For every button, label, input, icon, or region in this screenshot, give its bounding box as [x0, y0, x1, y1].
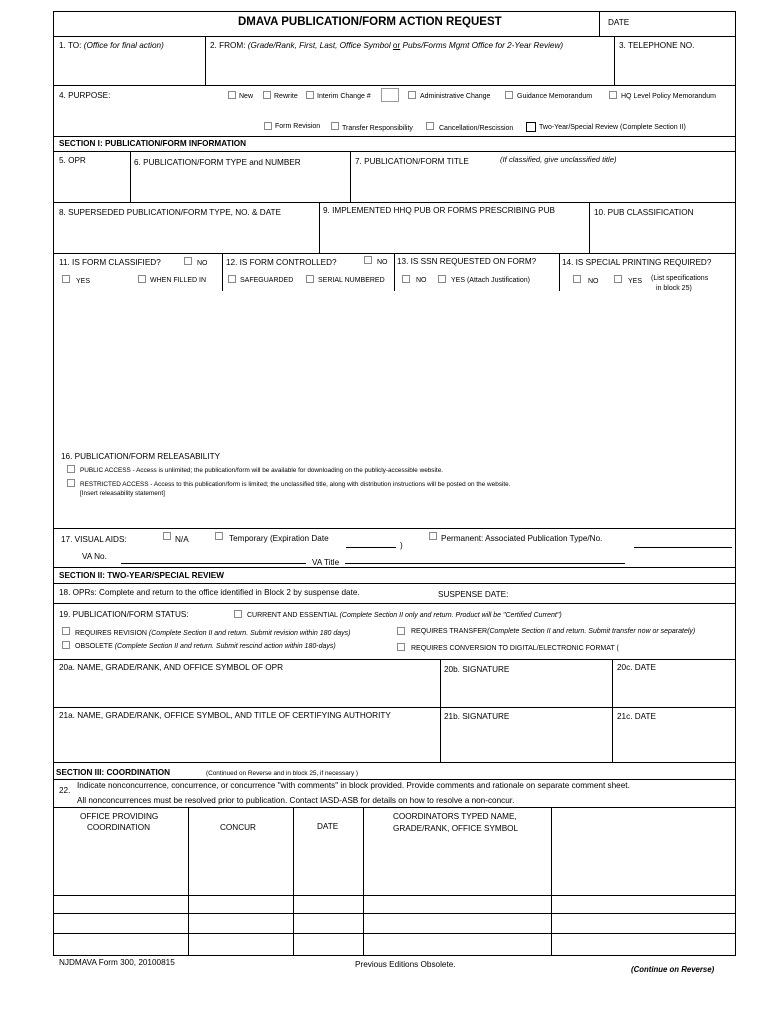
divider	[53, 36, 736, 37]
divider	[559, 253, 560, 291]
guidance-memorandum-checkbox[interactable]	[505, 91, 513, 99]
section1-title: SECTION I: PUBLICATION/FORM INFORMATION	[59, 139, 247, 148]
releasability-statement-field[interactable]	[70, 500, 730, 526]
q12-serial-checkbox[interactable]	[306, 275, 314, 283]
divider	[53, 567, 736, 568]
new-checkbox[interactable]	[228, 91, 236, 99]
q14-yes-checkbox[interactable]	[614, 275, 622, 283]
purpose-label: 4. PURPOSE:	[59, 91, 111, 100]
q13-label: 13. IS SSN REQUESTED ON FORM?	[397, 257, 537, 266]
q22-line1: Indicate nonconcurrence, concurrence, or concurrence "with comments" in block provided. Provide comments and rationale on separate comment sheet.	[77, 781, 630, 790]
hq-policy-label: HQ Level Policy Memorandum	[621, 93, 716, 100]
q12-safeguarded-label: SAFEGUARDED	[240, 277, 294, 284]
divider	[53, 528, 736, 529]
q11-when-filled-label: WHEN FILLED IN	[150, 277, 207, 284]
requires-revision-checkbox[interactable]	[62, 627, 70, 635]
divider	[53, 779, 736, 780]
section3-title: SECTION III: COORDINATION	[56, 768, 171, 777]
q20b-label: 20b. SIGNATURE	[444, 665, 510, 674]
q19-label: 19. PUBLICATION/FORM STATUS:	[59, 610, 189, 619]
divider	[53, 202, 736, 203]
superseded-label: 8. SUPERSEDED PUBLICATION/FORM TYPE, NO. & DATE	[59, 208, 282, 217]
pub-title-field[interactable]	[351, 168, 735, 201]
section3-hint: (Continued on Reverse and in block 25, if necessary )	[206, 770, 359, 777]
permanent-label: Permanent: Associated Publication Type/No.	[441, 534, 603, 543]
divider	[53, 762, 736, 763]
new-label: New	[239, 93, 254, 100]
q14-label: 14. IS SPECIAL PRINTING REQUIRED?	[562, 258, 712, 267]
two-year-review-label: Two-Year/Special Review (Complete Section II)	[539, 124, 686, 131]
associated-pub-field[interactable]	[634, 547, 732, 548]
va-no-field[interactable]	[121, 563, 306, 564]
to-label: 1. TO: (Office for final action)	[59, 41, 164, 50]
requires-transfer-label: REQUIRES TRANSFER(Complete Section II and return. Submit transfer now or separately)	[411, 628, 696, 635]
cancellation-checkbox[interactable]	[426, 122, 434, 130]
restricted-access-checkbox[interactable]	[67, 479, 75, 487]
pub-title-hint: (If classified, give unclassified title)	[500, 155, 617, 164]
certifying-date-field[interactable]	[613, 724, 735, 761]
temporary-label: Temporary (Expiration Date	[229, 534, 329, 543]
col-coordinator-1: COORDINATORS TYPED NAME,	[393, 812, 517, 821]
insert-statement-label: [Insert releasability statement]	[80, 490, 165, 497]
visual-aids-na-checkbox[interactable]	[163, 532, 171, 540]
administrative-change-label: Administrative Change	[420, 93, 491, 100]
specifications-area[interactable]	[54, 292, 735, 448]
q13-yes-checkbox[interactable]	[438, 275, 446, 283]
divider	[53, 807, 736, 808]
q12-serial-label: SERIAL NUMBERED	[318, 277, 385, 284]
coordination-table[interactable]	[54, 840, 735, 955]
continue-on-reverse: (Continue on Reverse)	[631, 965, 715, 974]
col-office-1: OFFICE PROVIDING	[80, 812, 159, 821]
divider	[222, 253, 223, 291]
certifying-signature-field[interactable]	[441, 724, 611, 761]
q14-yes-label: YES	[628, 278, 643, 285]
q14-no-checkbox[interactable]	[573, 275, 581, 283]
telephone-label: 3. TELEPHONE NO.	[619, 41, 695, 50]
q21b-label: 21b. SIGNATURE	[444, 712, 510, 721]
opr-label: 5. OPR	[59, 156, 86, 165]
opr-date-field[interactable]	[613, 675, 735, 706]
section2-title: SECTION II: TWO-YEAR/SPECIAL REVIEW	[59, 571, 224, 580]
public-access-label: PUBLIC ACCESS - Access is unlimited; the publication/form will be available for downloading on the publicly-accessible website.	[80, 467, 444, 474]
divider	[53, 659, 736, 660]
q12-no-label: NO	[377, 259, 388, 266]
va-title-label: VA Title	[312, 558, 340, 567]
public-access-checkbox[interactable]	[67, 465, 75, 473]
current-essential-checkbox[interactable]	[234, 610, 242, 618]
opr-field[interactable]	[54, 168, 129, 201]
interim-number-field[interactable]	[381, 88, 399, 102]
interim-change-checkbox[interactable]	[306, 91, 314, 99]
permanent-checkbox[interactable]	[429, 532, 437, 540]
q11-no-label: NO	[197, 260, 208, 267]
col-date: DATE	[317, 822, 339, 831]
form-revision-checkbox[interactable]	[264, 122, 272, 130]
q14-list-spec-2: in block 25)	[656, 285, 692, 292]
from-label: 2. FROM: (Grade/Rank, First, Last, Office Symbol or Pubs/Forms Mgmt Office for 2-Year Review)	[210, 41, 564, 50]
from-field[interactable]	[206, 52, 613, 84]
divider	[53, 603, 736, 604]
suspense-date-field[interactable]	[520, 586, 730, 602]
implemented-label: 9. IMPLEMENTED HHQ PUB OR FORMS PRESCRIBING PUB	[323, 206, 556, 215]
form-title: DMAVA PUBLICATION/FORM ACTION REQUEST	[238, 16, 502, 28]
col-office-2: COORDINATION	[87, 823, 151, 832]
hq-policy-checkbox[interactable]	[609, 91, 617, 99]
pub-title-label: 7. PUBLICATION/FORM TITLE	[355, 157, 469, 166]
q12-no-checkbox[interactable]	[364, 256, 372, 264]
administrative-change-checkbox[interactable]	[408, 91, 416, 99]
va-no-label: VA No.	[82, 552, 107, 561]
type-number-label: 6. PUBLICATION/FORM TYPE and NUMBER	[134, 158, 301, 167]
q20c-label: 20c. DATE	[617, 663, 656, 672]
q21a-label: 21a. NAME, GRADE/RANK, OFFICE SYMBOL, AND TITLE OF CERTIFYING AUTHORITY	[59, 711, 391, 720]
current-essential-label: CURRENT AND ESSENTIAL (Complete Section II only and return. Product will be "Certified Current")	[247, 612, 562, 619]
guidance-memorandum-label: Guidance Memorandum	[517, 93, 593, 100]
divider	[53, 707, 736, 708]
opr-name-field[interactable]	[54, 675, 439, 706]
divider	[53, 85, 736, 86]
requires-transfer-checkbox[interactable]	[397, 627, 405, 635]
q11-yes-checkbox[interactable]	[62, 275, 70, 283]
temporary-checkbox[interactable]	[215, 532, 223, 540]
q11-when-filled-checkbox[interactable]	[138, 275, 146, 283]
q21c-label: 21c. DATE	[617, 712, 656, 721]
releasability-label: 16. PUBLICATION/FORM RELEASABILITY	[61, 452, 221, 461]
q13-no-checkbox[interactable]	[402, 275, 410, 283]
obsolete-label: OBSOLETE (Complete Section II and return. Submit rescind action within 180-days)	[75, 643, 336, 650]
two-year-review-checkbox[interactable]	[526, 122, 536, 132]
pub-classification-field[interactable]	[590, 220, 735, 252]
type-number-field[interactable]	[131, 170, 349, 201]
pub-classification-label: 10. PUB CLASSIFICATION	[594, 208, 694, 217]
implemented-field[interactable]	[320, 218, 588, 252]
q20a-label: 20a. NAME, GRADE/RANK, AND OFFICE SYMBOL OF OPR	[59, 663, 283, 672]
requires-revision-label: REQUIRES REVISION (Complete Section II and return. Submit revision within 180 days)	[75, 630, 351, 637]
temporary-close-paren: )	[400, 541, 403, 550]
divider	[53, 136, 736, 137]
q22-number: 22.	[59, 786, 71, 795]
visual-aids-label: 17. VISUAL AIDS:	[61, 535, 127, 544]
q13-yes-label: YES (Attach Justification)	[451, 277, 530, 284]
transfer-responsibility-checkbox[interactable]	[331, 122, 339, 130]
cancellation-label: Cancellation/Rescission	[439, 125, 514, 132]
certifying-name-field[interactable]	[54, 723, 439, 761]
suspense-date-label: SUSPENSE DATE:	[438, 590, 509, 599]
col-concur: CONCUR	[220, 823, 256, 832]
rewrite-label: Rewrite	[274, 93, 298, 100]
visual-aids-na-label: N/A	[175, 535, 189, 544]
requires-conversion-label: REQUIRES CONVERSION TO DIGITAL/ELECTRONIC FORMAT (	[411, 645, 619, 652]
q22-line2: All nonconcurrences must be resolved prior to publication. Contact IASD-ASB for details on how to resolve a non-concur.	[77, 796, 515, 805]
date-label: DATE	[608, 18, 630, 27]
q18-label: 18. OPRs: Complete and return to the office identified in Block 2 by suspense date.	[59, 588, 360, 597]
divider	[53, 583, 736, 584]
q12-safeguarded-checkbox[interactable]	[228, 275, 236, 283]
obsolete-checkbox[interactable]	[62, 641, 70, 649]
interim-change-label: Interim Change #	[317, 93, 371, 100]
divider	[394, 253, 395, 291]
telephone-field[interactable]	[615, 52, 735, 84]
q11-yes-label: YES	[76, 278, 91, 285]
q11-label: 11. IS FORM CLASSIFIED?	[59, 258, 161, 267]
divider	[53, 151, 736, 152]
opr-signature-field[interactable]	[441, 677, 611, 706]
to-field[interactable]	[54, 52, 204, 84]
previous-editions: Previous Editions Obsolete.	[355, 960, 456, 969]
q11-no-checkbox[interactable]	[184, 257, 192, 265]
va-title-field[interactable]	[345, 563, 625, 564]
expiration-date-field[interactable]	[346, 547, 396, 548]
form-id: NJDMAVA Form 300, 20100815	[59, 958, 175, 967]
requires-conversion-checkbox[interactable]	[397, 643, 405, 651]
q13-no-label: NO	[416, 277, 427, 284]
restricted-access-label: RESTRICTED ACCESS - Access to this publication/form is limited; the unclassified title, along with distribution instructions will be posted on the website.	[80, 481, 511, 488]
date-field[interactable]	[600, 11, 735, 36]
rewrite-checkbox[interactable]	[263, 91, 271, 99]
q14-list-spec-1: (List specifications	[651, 275, 709, 282]
q14-no-label: NO	[588, 278, 599, 285]
form-revision-label: Form Revision	[275, 123, 321, 130]
q12-label: 12. IS FORM CONTROLLED?	[226, 258, 337, 267]
col-coordinator-2: GRADE/RANK, OFFICE SYMBOL	[393, 824, 519, 833]
superseded-field[interactable]	[54, 220, 318, 252]
transfer-responsibility-label: Transfer Responsibility	[342, 125, 413, 132]
